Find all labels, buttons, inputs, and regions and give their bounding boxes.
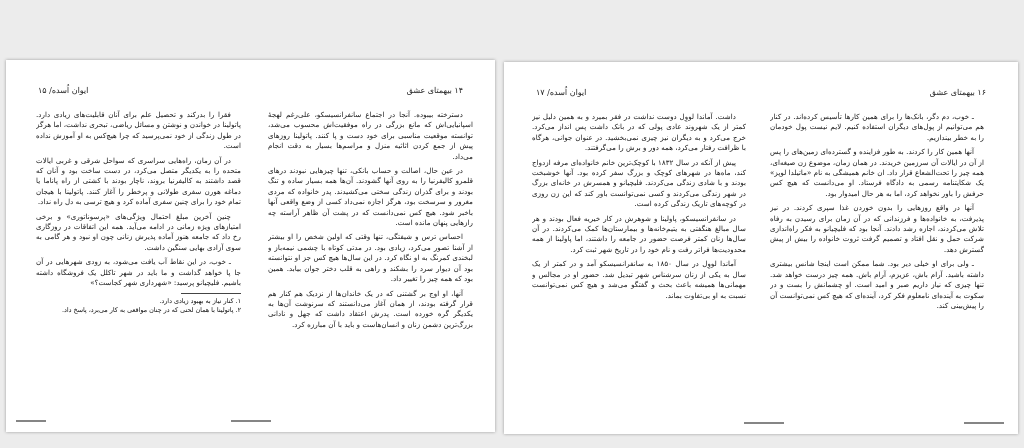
page-header	[536, 88, 986, 100]
paragraph: دسترخته بیبوده. آنجا در اجتماع سانفرانسیسکو، علی‌رغم لهجهٔ اسپانیایی‌اش که مانع بزرگی در راه موفقیت‌اش محسوب می‌شد، توانسته موقعیت مناسبی برای خود دست و پا کنند. پاتولینا روزهای پیش از جمع کردن اثاثیه منزل و مراسم‌ها بسیار به دقت انجام می‌داد.	[268, 110, 473, 161]
paragraph: آنها همین کار را کردند. به طور فزاینده و گسترده‌ای زمین‌های را پس از آن در ایالات آن سرزمین خریدند. در همان زمان، موضوع زن صیغه‌ای، همه چیز را تحت‌الشعاع قرار داد. ان خانم همیشگی به نام «ماتیلدا لوپز» یک شکایتنامه رسمی به دادگاه فرستاد. او می‌دانست که هیچ کس حرفش را باور نخواهد کرد، اما به هر حال امیدوار بود.	[770, 147, 984, 198]
paragraph: فقرا را بدرکند و تحصیل علم برای آنان قابلیت‌های زیادی دارد. پاتولینا در خواندن و نوشتن و مسائل ریاضی، تبحری نداشت، اما هرگز در طول زندگی از خود نمی‌پرسید که چرا هیچ‌کس به او آموزش نداده است.	[36, 110, 241, 151]
text-column-right	[770, 112, 984, 416]
scan-edge-mark	[964, 422, 1004, 424]
paragraph: داشت. آماندا لووِل دوست نداشت در فقر بمیرد و به همین دلیل نیز کمتر از یک شهروند عادی پولی که در بانک داشت پس انداز می‌کرد. خرج می‌کرد و به دیگران نیز چیزی نمی‌بخشید. در عنوان جوانی، هرگاه با ظرافت رفتار می‌کرد، همه دور و برش را می‌گرفتند.	[532, 112, 746, 153]
paragraph: در سانفرانسیسکو، پاولینا و شوهرش در کار خیریه فعال بودند و هر سال مبالغ هنگفتی به یتیم‌خانه‌ها و بیمارستان‌ها کمک می‌کردند. در آن سال‌ها زنان کمتر فرصت حضور در جامعه را داشتند، اما پاولینا از همه محدودیت‌ها فراتر رفت و نام خود را در تاریخ شهر ثبت کرد.	[532, 213, 746, 254]
paragraph: ـ ولی برای او خیلی دیر بود. شما ممکن است اینجا شانس بیشتری داشته باشید. آرام باش، عزیزم، آرام باش. همه چیز درست خواهد شد. تنها چیزی که نیاز داریم صبر و امید است. او چشمانش را بست و در سکوت به آینده‌ای نامعلوم فکر کرد، آینده‌ای که هیچ کس نمی‌توانست آن را پیش‌بینی کند.	[770, 259, 984, 310]
paragraph: در آن زمان، راه‌هایی سراسری که سواحل شرقی و غربی ایالات متحده را به یکدیگر متصل می‌کرد، در دست ساخت بود و آنان که قصد داشتند به کالیفرنیا بروند، ناچار بودند با کشتی از راه پاناما یا دماغه هورن سفری طولانی و پرخطر را آغاز کنند. پاتولینا با هیجان تمام خود را برای چنین سفری آماده کرد و هیچ ترسی به دل راه نداد.	[36, 155, 241, 207]
footnote: ۲. پاتولینا با همان لحنی که در چنان مواقعی به کار می‌برد، پاسخ داد.	[61, 305, 241, 314]
paragraph: در عین حال، اصالت و حساب بانکی، تنها چیزهایی نبودند درهای قلمرو کالیفرنیا را به روی آنها گشودند. آن‌ها همه بسیار ساده و تنگ بودند و برای گذران زندگی سختی می‌کشیدند. پدر خانواده که مردی مغرور و سرسخت بود، هرگز اجازه نمی‌داد کسی از وضع واقعی آنها باخبر شود. هیچ کس نمی‌دانست که در پشت آن ظاهر آراسته چه رازهایی پنهان مانده است.	[268, 166, 473, 228]
left-book-page	[6, 60, 495, 432]
running-head-left: ایوان اُسده/ ۱۵	[38, 86, 89, 95]
text-column-left	[532, 112, 746, 416]
text-column-right	[268, 110, 473, 414]
paragraph: ـ خوب، دم دگر، بانک‌ها را برای همین کارها تأسیس کرده‌اند. در کنار هم می‌توانیم از پول‌های دیگران استفاده کنیم. لایم نیست پول خودمان را به خطر بیندازیم.	[770, 112, 984, 142]
paragraph: آنها، او اوج بر گشتنی که در یک خاندان‌ها از نزدیک هم کنار هم قرار گرفته بودند، از همان آغاز می‌دانستند که سرنوشت آن‌ها به یکدیگر گره خورده است. پدرش اعتقاد داشت که جهل و نادانی بزرگ‌ترین دشمن زنان و انسان‌هاست و باید با آن مبارزه کرد.	[268, 288, 473, 329]
page-header	[38, 86, 463, 98]
text-column-left	[36, 110, 241, 414]
paragraph: چنین آخرین مبلغ احتمال ویژگی‌های «پرسوناتوری» و برخی امتیازهای ویژه زمانی در ادامه می‌آید. همه این اتفاقات در روزگاری رخ داد که جامعه هنوز آماده پذیرش زنانی چون او نبود و هر گامی به سوی آزادی بهایی سنگین داشت.	[36, 211, 241, 252]
footnote: ۱. کنار نیاز به بهبود زیادی دارد.	[159, 296, 241, 305]
paragraph: آماندا لووِل در سال ۱۸۵۰ به سانفرانسیسکو آمد و در کمتر از یک سال به یکی از زنان سرشناس شهر تبدیل شد. حضور او در مجالس و مهمانی‌ها همیشه باعث بحث و گفتگو می‌شد و هیچ کس نمی‌توانست نسبت به او بی‌تفاوت بماند.	[532, 259, 746, 300]
scan-edge-mark	[744, 422, 784, 424]
scan-edge-mark	[231, 420, 271, 422]
running-head-right: ۱۴ بیهمتای عشق	[406, 86, 463, 95]
paragraph: احساس ترس و شیفتگی، تنها وقتی که اولین شخص را او بیشتر از آشنا تصور می‌کرد، زیادی بود. در مدتی کوتاه با چشمی نیمه‌باز و لبخندی کمرنگ به او نگاه کرد. در این سال‌ها هیچ کس جز او نتوانسته بود آن دیوار سرد را بشکند و راهی به قلب دختر جوان بیابد. همین بود که همه چیز را تغییر داد.	[268, 232, 473, 284]
running-head-left: ایوان اُسده/ ۱۷	[536, 88, 587, 97]
paragraph: پیش از آنکه در سال ۱۸۳۲ با کوچک‌ترین خانم خانواده‌ای مرفه ازدواج کند، ماه‌ها در شهرهای کوچک و بزرگ سفر کرده بود. آنها خوشبخت بودند و با شادی زندگی می‌کردند. فلیچیانو و همسرش در خانه‌ای بزرگ در شهر زندگی می‌کردند و کسی نمی‌توانست باور کند که این زن روزی در کوچه‌های تاریک زندگی کرده است.	[532, 157, 746, 209]
paragraph: ـ خوب، در این نقاط آب یافت می‌شود، به زودی شهرهایی در آن جا پا خواهد گذاشت و ما باید در شهر تاکلل یک فروشگاه داشته باشیم. فلیچیانو پرسید: «شهرداری شهر کجاست؟»	[36, 257, 241, 288]
paragraph: آنها در واقع روزهایی را بدون خوردن غذا سپری کردند. در نیز پذیرفت، به خانواده‌ها و فرزندانی که در آن زمان برای رسیدن به رفاه تلاش می‌کردند، اجازه رشد دادند. آنجا بود که فلیچیانو به فکر راه‌اندازی شرکت حمل و نقل افتاد و تصمیم گرفت ثروت خانواده را بیش از پیش گسترش دهد.	[770, 203, 984, 254]
footnote-divider	[181, 293, 241, 294]
running-head-right: ۱۶ بیهمتای عشق	[929, 88, 986, 97]
right-book-page	[504, 62, 1018, 434]
scan-edge-mark	[16, 420, 46, 422]
